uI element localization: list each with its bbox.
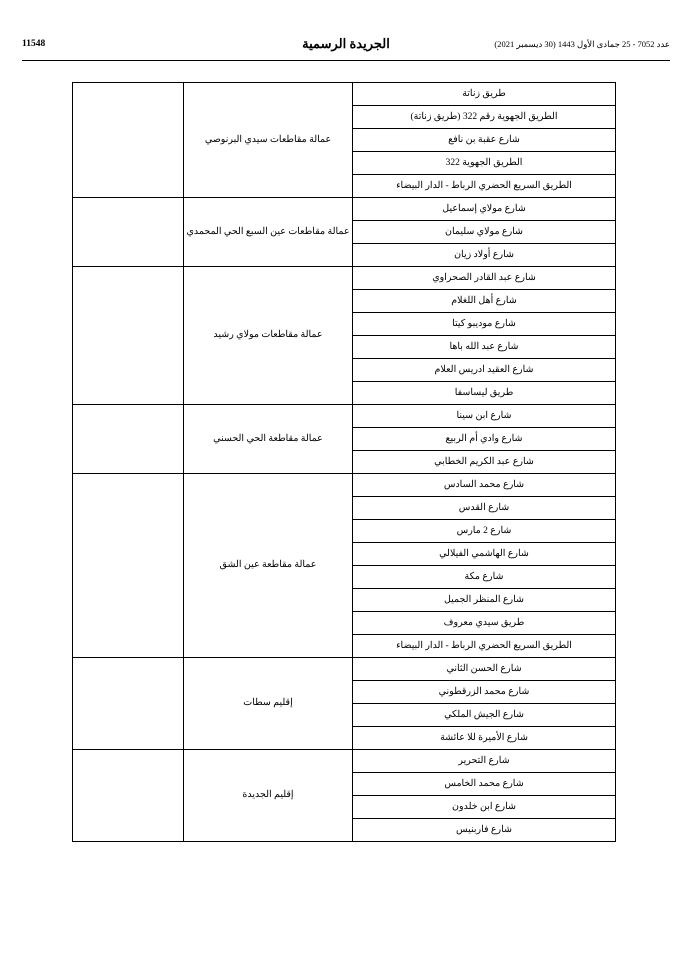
street-name-cell: طريق ليساسفا (353, 382, 616, 405)
street-name-cell: شارع وادي أم الربيع (353, 428, 616, 451)
street-name-cell: الطريق السريع الحضري الرباط - الدار البيضاء (353, 175, 616, 198)
header-divider (22, 60, 670, 61)
prefecture-cell (184, 474, 353, 658)
prefecture-label: إقليم الجديدة (242, 790, 294, 800)
page-header (0, 38, 692, 64)
street-name-cell: شارع الأميرة للا عائشة (353, 727, 616, 750)
street-name-cell: شارع أهل اللغلام (353, 290, 616, 313)
street-name-cell: شارع 2 مارس (353, 520, 616, 543)
empty-cell (73, 474, 184, 658)
prefecture-cell (184, 750, 353, 842)
street-list-table (72, 82, 616, 842)
street-name-cell: طريق سيدي معروف (353, 612, 616, 635)
table-row (73, 750, 616, 773)
table-row (73, 405, 616, 428)
street-name-cell: شارع أولاد زيان (353, 244, 616, 267)
prefecture-label: عمالة مقاطعة الحي الحسني (213, 433, 323, 444)
table-row (73, 658, 616, 681)
issue-info: عدد 7052 - 25 جمادى الأول 1443 (30 ديسمبر 2021) (494, 39, 670, 49)
prefecture-cell (184, 405, 353, 474)
street-name-cell: شارع عبد الكريم الخطابي (353, 451, 616, 474)
street-name-cell: شارع ابن خلدون (353, 796, 616, 819)
street-name-cell: شارع الهاشمي الفيلالي (353, 543, 616, 566)
street-name-cell: الطريق الجهوية 322 (353, 152, 616, 175)
street-name-cell: شارع عبد القادر الصحراوي (353, 267, 616, 290)
prefecture-cell (184, 83, 353, 198)
empty-cell (73, 267, 184, 405)
street-name-cell: شارع مولاي إسماعيل (353, 198, 616, 221)
table-body (73, 83, 616, 842)
street-name-cell: شارع عبد الله باها (353, 336, 616, 359)
street-name-cell: الطريق السريع الحضري الرباط - الدار البيضاء (353, 635, 616, 658)
empty-cell (73, 658, 184, 750)
street-list-table-container (76, 82, 616, 842)
table-row (73, 83, 616, 106)
empty-cell (73, 83, 184, 198)
empty-cell (73, 750, 184, 842)
prefecture-label: عمالة مقاطعات سيدي البرنوصي (204, 134, 332, 145)
street-name-cell: الطريق الجهوية رقم 322 (طريق زناتة) (353, 106, 616, 129)
street-name-cell: شارع الحسن الثاني (353, 658, 616, 681)
street-name-cell: شارع محمد الزرقطوني (353, 681, 616, 704)
table-row (73, 267, 616, 290)
street-name-cell: شارع ابن سينا (353, 405, 616, 428)
street-name-cell: طريق زناتة (353, 83, 616, 106)
street-name-cell: شارع مولاي سليمان (353, 221, 616, 244)
empty-cell (73, 405, 184, 474)
street-name-cell: شارع محمد الخامس (353, 773, 616, 796)
publication-title: الجريدة الرسمية (302, 36, 390, 51)
street-name-cell: شارع التحرير (353, 750, 616, 773)
prefecture-label: عمالة مقاطعة عين الشق (219, 560, 317, 570)
prefecture-label: عمالة مقاطعات مولاي رشيد (213, 330, 323, 340)
table-row (73, 474, 616, 497)
street-name-cell: شارع فاربنيس (353, 819, 616, 842)
street-name-cell: شارع المنظر الجميل (353, 589, 616, 612)
street-name-cell: شارع محمد السادس (353, 474, 616, 497)
street-name-cell: شارع مكة (353, 566, 616, 589)
street-name-cell: شارع القدس (353, 497, 616, 520)
page-number: 11548 (22, 39, 46, 49)
street-name-cell: شارع موديبو كيتا (353, 313, 616, 336)
prefecture-label: إقليم سطات (243, 698, 293, 708)
table-row (73, 198, 616, 221)
empty-cell (73, 198, 184, 267)
street-name-cell: شارع عقبة بن نافع (353, 129, 616, 152)
prefecture-cell (184, 658, 353, 750)
prefecture-label: عمالة مقاطعات عين السبع الحي المحمدي (186, 226, 350, 237)
prefecture-cell (184, 267, 353, 405)
street-name-cell: شارع العقيد ادريس العلام (353, 359, 616, 382)
prefecture-cell (184, 198, 353, 267)
street-name-cell: شارع الجيش الملكي (353, 704, 616, 727)
